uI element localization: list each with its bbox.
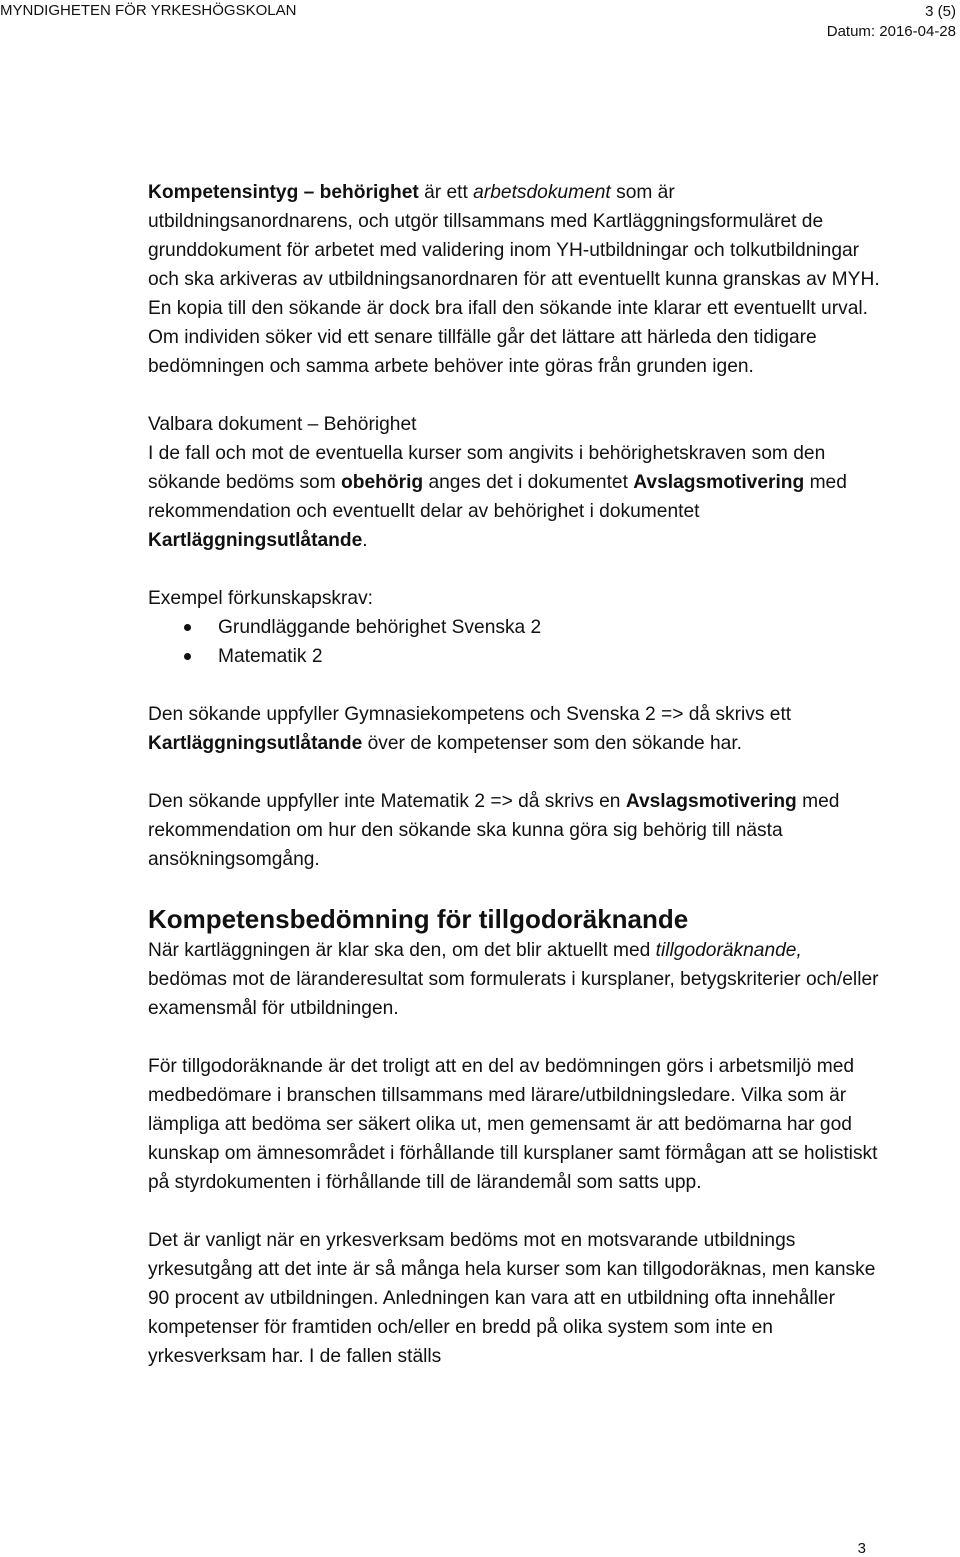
list-item [148,613,883,642]
text-run: med rekommendation om hur den sökande ska kunna göra sig behörig till nästa ansökningsomgång. [148,791,840,870]
footer-page-number: 3 [857,1540,866,1557]
list-item-text: Grundläggande behörighet Svenska 2 [218,617,542,638]
text-run: . [362,530,368,551]
italic-term: tillgodoräknande, [655,940,802,961]
paragraph-example-2 [148,787,883,874]
text-run: I de fall och mot de eventuella kurser som angivits i behörighetskraven som den sökande bedöms som [148,443,826,493]
text-run: som är utbildningsanordnarens, och utgör tillsammans med Kartläggningsformuläret de grunddokument för arbetet med validering inom YH-utbildningar och tolkutbildningar och ska arkiveras av utbildningsanordnaren för att eventuellt kunna granskas av MYH. En kopia till den sökande är dock bra ifall den sökande inte klarar ett eventuellt urval. Om individen söker vid ett senare tillfälle går det lättare att härleda den tidigare bedömningen och samma arbete behöver inte göras från grunden igen. [148,182,880,377]
paragraph-valbara [148,410,883,555]
paragraph-tillgodoraknande-2: För tillgodoräknande är det troligt att en del av bedömningen görs i arbetsmiljö med medbedömare i branschen tillsammans med lärare/utbildningsledare. Vilka som är lämpliga att bedöma ser säkert olika ut, men gemensamt är att bedömarna har god kunskap om ämnesområdet i förhållande till kursplaner samt förmågan att se holistiskt på styrdokumenten i förhållande till de lärandemål som satts upp. [148,1056,878,1193]
example-list [148,613,883,671]
header-organization: MYNDIGHETEN FÖR YRKESHÖGSKOLAN [0,2,297,19]
bold-term: Kartläggningsutlåtande [148,530,363,551]
bold-term: Kompetensintyg – behörighet [148,182,419,203]
text-run: Den sökande uppfyller inte Matematik 2 => då skrivs en [148,791,626,812]
list-item [148,642,883,671]
paragraph-tillgodoraknande-3: Det är vanligt när en yrkesverksam bedöms mot en motsvarande utbildnings yrkesutgång att det inte är så många hela kurser som kan tillgodoräknas, men kanske 90 procent av utbildningen. Anledningen kan vara att en utbildning ofta innehåller kompetenser för framtiden och/eller en bredd på olika system som inte en yrkesverksam har. I de fallen ställs [148,1230,876,1367]
document-body [148,178,883,1371]
bullet-icon [184,653,191,660]
bullet-icon [184,624,191,631]
bold-term: Avslagsmotivering [633,472,805,493]
text-run: är ett [418,182,474,203]
header-date: Datum: 2016-04-28 [826,23,956,40]
bold-term: Kartläggningsutlåtande [148,733,363,754]
italic-term: arbetsdokument [473,182,611,203]
paragraph-example-1 [148,700,883,758]
text-run: När kartläggningen är klar ska den, om det blir aktuellt med [148,940,656,961]
text-run: bedömas mot de läranderesultat som formulerats i kursplaner, betygskriterier och/eller examensmål för utbildningen. [148,969,879,1019]
bold-term: obehörig [341,472,424,493]
text-run: Den sökande uppfyller Gymnasiekompetens och Svenska 2 => då skrivs ett [148,704,792,725]
subheading-valbara-dokument: Valbara dokument – Behörighet [148,414,417,435]
text-run: över de kompetenser som den sökande har. [362,733,742,754]
text-run: anges det i dokumentet [423,472,634,493]
paragraph-tillgodoraknande-1 [148,936,883,1023]
header-meta [827,2,956,42]
bold-term: Avslagsmotivering [625,791,797,812]
section-heading-kompetensbedomning: Kompetensbedömning för tillgodoräknande [148,904,689,934]
example-label: Exempel förkunskapskrav: [148,588,374,609]
list-item-text: Matematik 2 [218,646,323,667]
text-run: med rekommendation och eventuellt delar av behörighet i dokumentet [148,472,847,522]
paragraph-kompetensintyg [148,178,883,381]
header-page-count: 3 (5) [925,3,956,20]
